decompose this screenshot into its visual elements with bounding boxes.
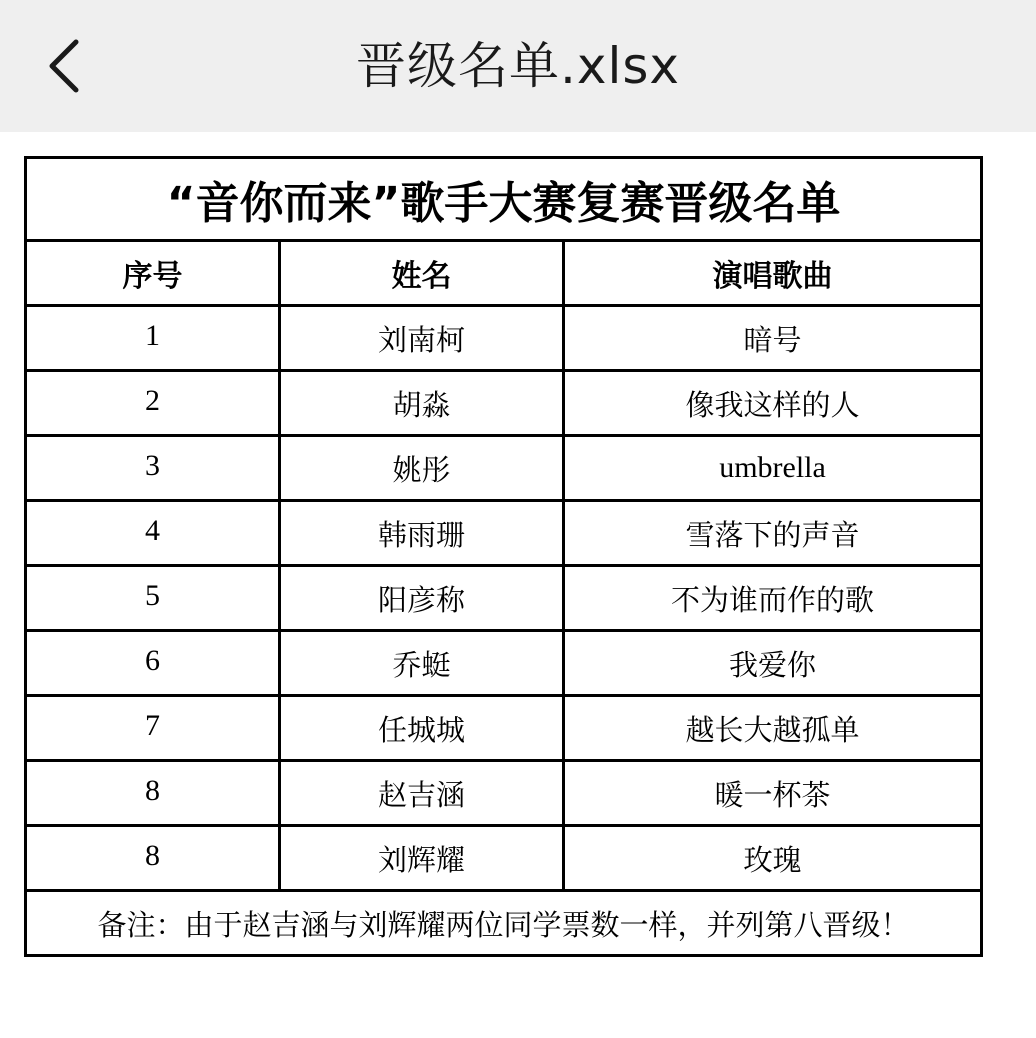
cell-name: 赵吉涵 bbox=[280, 761, 564, 826]
cell-index: 5 bbox=[26, 566, 280, 631]
cell-song: 越长大越孤单 bbox=[564, 696, 982, 761]
header-song: 演唱歌曲 bbox=[564, 241, 982, 306]
cell-index: 4 bbox=[26, 501, 280, 566]
cell-song: 我爱你 bbox=[564, 631, 982, 696]
cell-index: 7 bbox=[26, 696, 280, 761]
table-row bbox=[26, 631, 982, 696]
cell-name: 姚彤 bbox=[280, 436, 564, 501]
header-name: 姓名 bbox=[280, 241, 564, 306]
table-row bbox=[26, 566, 982, 631]
spreadsheet-view[interactable] bbox=[24, 156, 980, 967]
file-title: 晋级名单.xlsx bbox=[355, 37, 680, 95]
cell-index: 3 bbox=[26, 436, 280, 501]
table-note-row bbox=[26, 891, 982, 956]
table-row bbox=[26, 696, 982, 761]
cell-song: 雪落下的声音 bbox=[564, 501, 982, 566]
cell-song: 不为谁而作的歌 bbox=[564, 566, 982, 631]
table-row bbox=[26, 371, 982, 436]
table-title: “音你而来”歌手大赛复赛晋级名单 bbox=[26, 158, 982, 241]
table-title-row bbox=[26, 158, 982, 241]
table-row bbox=[26, 306, 982, 371]
cell-name: 阳彦称 bbox=[280, 566, 564, 631]
table-row bbox=[26, 436, 982, 501]
cell-song: 暗号 bbox=[564, 306, 982, 371]
cell-song: 暖一杯茶 bbox=[564, 761, 982, 826]
cell-name: 刘辉耀 bbox=[280, 826, 564, 891]
cell-index: 2 bbox=[26, 371, 280, 436]
table-row bbox=[26, 761, 982, 826]
cell-song: 像我这样的人 bbox=[564, 371, 982, 436]
table-row bbox=[26, 501, 982, 566]
cell-name: 刘南柯 bbox=[280, 306, 564, 371]
cell-song: umbrella bbox=[564, 436, 982, 501]
cell-name: 胡淼 bbox=[280, 371, 564, 436]
header-index: 序号 bbox=[26, 241, 280, 306]
cell-index: 8 bbox=[26, 826, 280, 891]
cell-name: 乔蜓 bbox=[280, 631, 564, 696]
cell-name: 任城城 bbox=[280, 696, 564, 761]
cell-song: 玫瑰 bbox=[564, 826, 982, 891]
top-nav-bar bbox=[0, 0, 1036, 132]
cell-index: 6 bbox=[26, 631, 280, 696]
table-row bbox=[26, 826, 982, 891]
qualifier-table bbox=[24, 156, 983, 957]
cell-index: 8 bbox=[26, 761, 280, 826]
cell-name: 韩雨珊 bbox=[280, 501, 564, 566]
table-note: 备注：由于赵吉涵与刘辉耀两位同学票数一样，并列第八晋级！ bbox=[26, 891, 982, 956]
table-header-row bbox=[26, 241, 982, 306]
cell-index: 1 bbox=[26, 306, 280, 371]
